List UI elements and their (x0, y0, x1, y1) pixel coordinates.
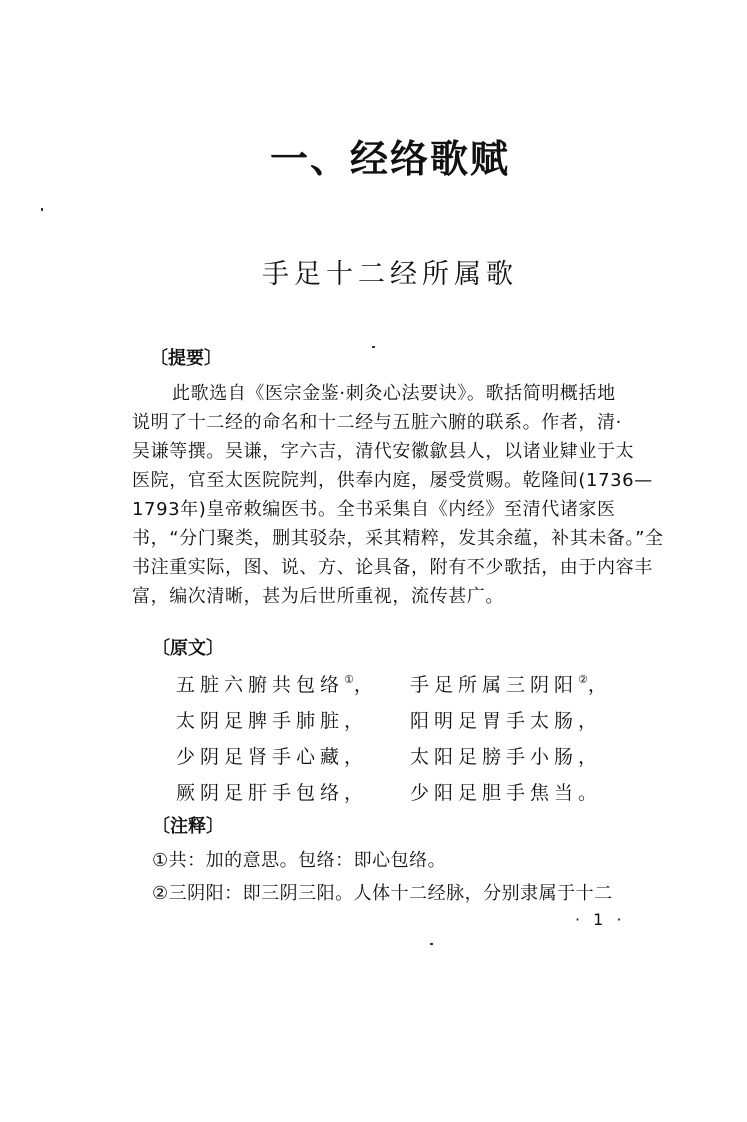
summary-line: 1793年)皇帝敕编医书。全书采集自《内经》至清代诸家医 (132, 499, 616, 520)
poem-line-left: 厥阴足肝手包络， (176, 782, 369, 804)
section-title: 手足十二经所属歌 (262, 259, 518, 290)
annotations-label: 〔注释〕 (152, 816, 224, 837)
original-text-label: 〔原文〕 (152, 638, 224, 659)
poem-line-right: 少阳足胆手焦当。 (410, 782, 603, 804)
summary-line: 说明了十二经的命名和十二经与五脏六腑的联系。作者，清· (132, 412, 622, 433)
page-number: · 1 · (575, 910, 626, 929)
summary-line: 书，“分门聚类，删其驳杂，采其精粹，发其余蕴，补其未备。”全 (132, 528, 664, 549)
scan-speck (372, 346, 375, 348)
poem-line-left: 太阴足脾手肺脏， (176, 710, 369, 732)
scan-speck (41, 208, 43, 211)
poem-line-right: 手足所属三阴阳②， (410, 673, 612, 696)
footnote-marker[interactable]: ① (344, 673, 354, 686)
annotation-item: ①共：加的意思。包络：即心包络。 (152, 850, 447, 871)
annotation-item: ②三阴阳：即三阴三阳。人体十二经脉，分别隶属于十二 (152, 883, 613, 904)
summary-label: 〔提要〕 (150, 348, 222, 369)
footnote-marker[interactable]: ② (578, 673, 588, 686)
summary-line: 此歌选自《医宗金鉴·刺灸心法要诀》。歌括简明概括地 (172, 383, 616, 404)
poem-line-left: 五脏六腑共包络①， (176, 673, 378, 696)
summary-line: 书注重实际，图、说、方、论具备，附有不少歌括，由于内容丰 (132, 557, 653, 578)
poem-line-right: 阳明足胃手太肠， (410, 710, 603, 732)
summary-line: 富，编次清晰，甚为后世所重视，流传甚广。 (132, 586, 504, 607)
poem-line-left: 少阴足肾手心藏， (176, 746, 369, 768)
chapter-title: 一、经络歌赋 (269, 137, 510, 181)
summary-line: 吴谦等撰。吴谦，字六吉，清代安徽歙县人，以诸业肄业于太 (132, 441, 635, 462)
summary-line: 医院，官至太医院院判，供奉内庭，屡受赏赐。乾隆间(1736— (132, 470, 653, 491)
scan-speck (430, 943, 433, 945)
poem-line-right: 太阳足膀手小肠， (410, 746, 603, 768)
